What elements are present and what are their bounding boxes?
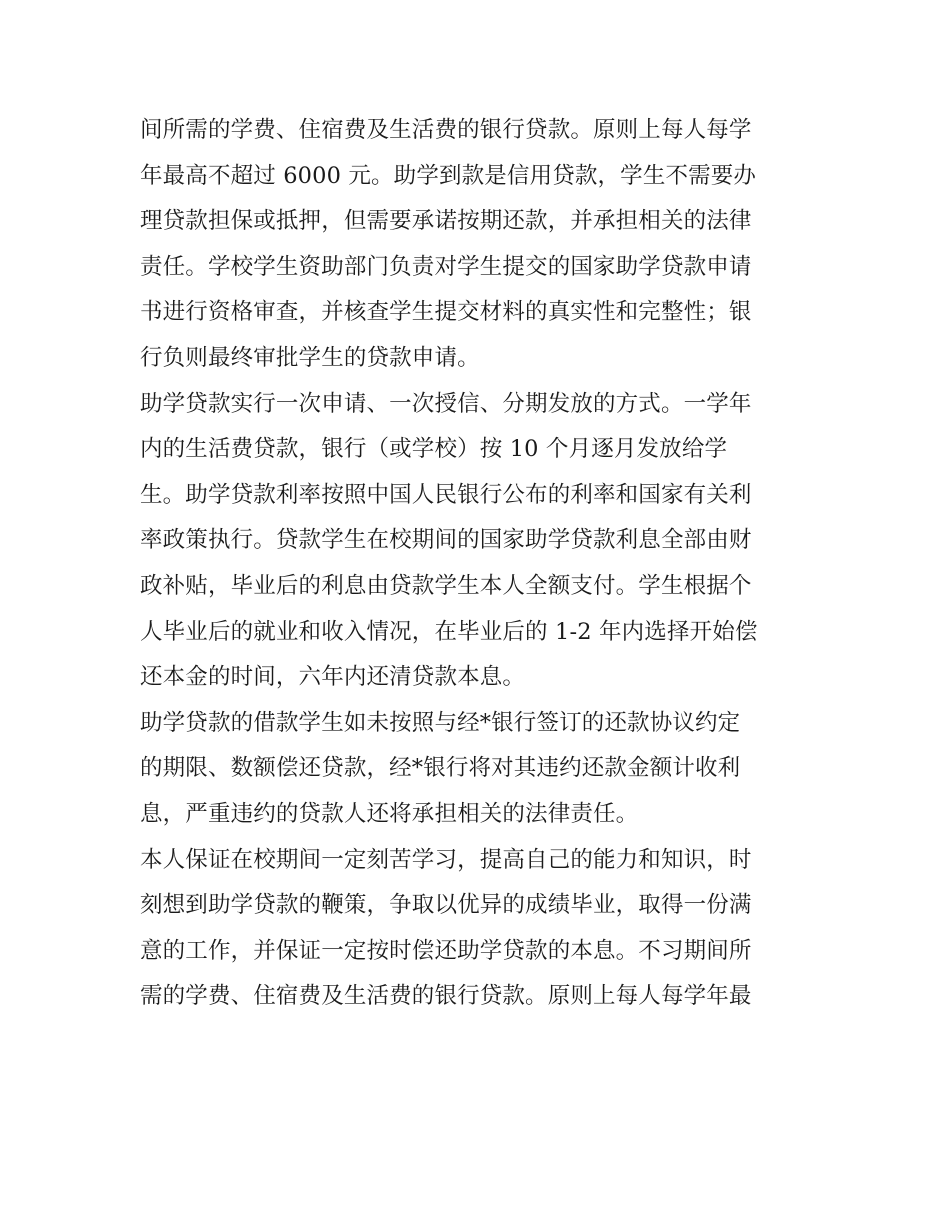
- text-line: 内的生活费贷款，银行（或学校）按 10 个月逐月发放给学: [140, 436, 728, 463]
- text-line: 间所需的学费、住宿费及生活费的银行贷款。原则上每人每学: [140, 117, 752, 143]
- text-line: 责任。学校学生资助部门负责对学生提交的国家助学贷款申请: [140, 253, 752, 280]
- text-line: 息，严重违约的贷款人还将承担相关的法律责任。: [140, 800, 639, 827]
- text-line: 生。助学贷款利率按照中国人民银行公布的利率和国家有关利: [140, 481, 752, 508]
- text-line: 助学贷款实行一次申请、一次授信、分期发放的方式。一学年: [140, 390, 752, 417]
- document-body: [140, 108, 840, 1020]
- text-line: 需的学费、住宿费及生活费的银行贷款。原则上每人每学年最: [140, 983, 752, 1010]
- text-line: 人毕业后的就业和收入情况，在毕业后的 1-2 年内选择开始偿: [140, 618, 758, 645]
- text-line: 书进行资格审查，并核查学生提交材料的真实性和完整性；银: [140, 299, 752, 326]
- text-line: 本人保证在校期间一定刻苦学习，提高自己的能力和知识，时: [140, 846, 752, 873]
- text-line: 还本金的时间，六年内还清贷款本息。: [140, 664, 526, 691]
- text-line: 刻想到助学贷款的鞭策，争取以优异的成绩毕业，取得一份满: [140, 892, 752, 919]
- text-line: 率政策执行。贷款学生在校期间的国家助学贷款利息全部由财: [140, 527, 752, 554]
- text-line: 意的工作，并保证一定按时偿还助学贷款的本息。不习期间所: [140, 937, 752, 964]
- text-line: 年最高不超过 6000 元。助学到款是信用贷款，学生不需要办: [140, 162, 757, 189]
- text-line: 理贷款担保或抵押，但需要承诺按期还款，并承担相关的法律: [140, 208, 752, 235]
- text-line: 助学贷款的借款学生如未按照与经*银行签订的还款协议约定: [140, 709, 741, 736]
- text-line: 的期限、数额偿还贷款，经*银行将对其违约还款金额计收利: [140, 755, 741, 782]
- text-line: 政补贴，毕业后的利息由贷款学生本人全额支付。学生根据个: [140, 572, 752, 599]
- text-line: 行负则最终审批学生的贷款申请。: [140, 344, 480, 371]
